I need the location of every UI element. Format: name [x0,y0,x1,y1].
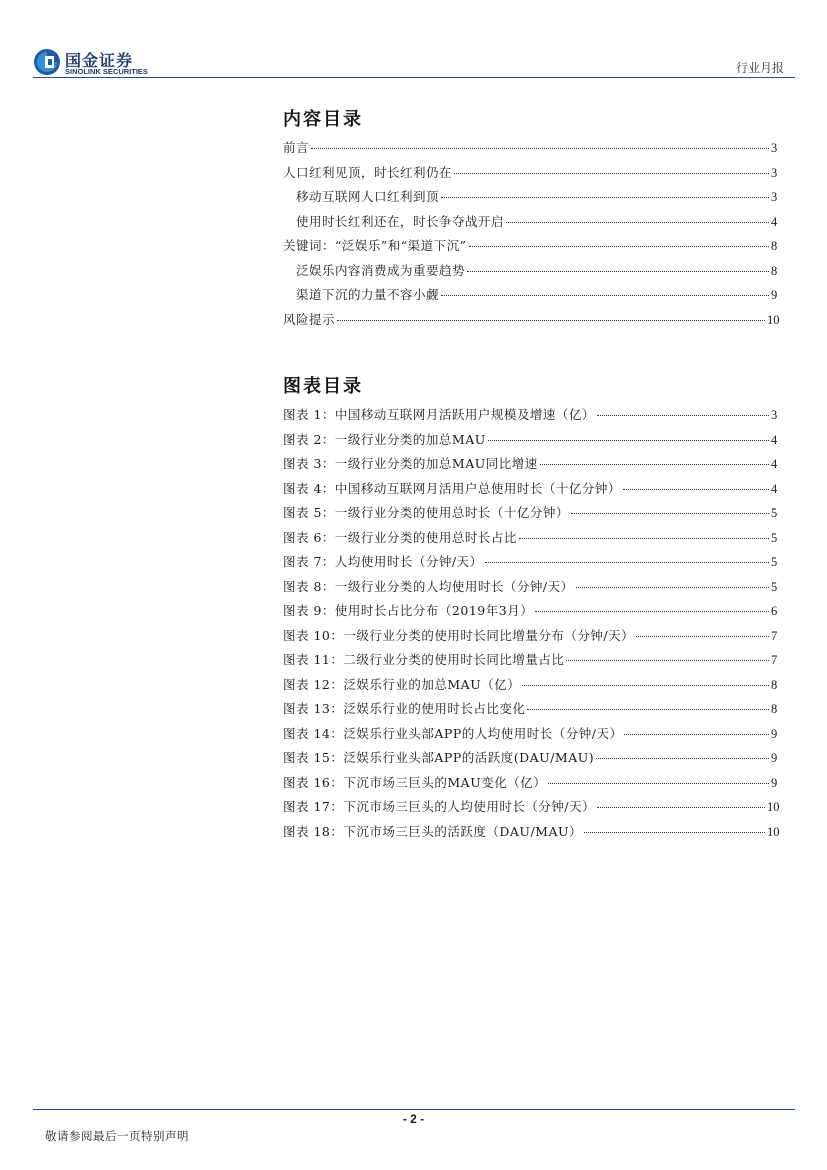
toc-content [283,105,779,846]
leader-dots [576,587,769,588]
figure-entry[interactable] [283,773,779,798]
figure-entry[interactable] [283,675,779,700]
leader-dots [571,513,769,514]
toc-entry-text: 渠道下沉的力量不容小觑 [296,287,440,302]
leader-dots [596,758,769,759]
figure-entry-page: 9 [771,751,778,765]
leader-dots [506,222,769,223]
figure-entry[interactable] [283,650,779,675]
toc-entry-text: 前言 [283,140,310,155]
leader-dots [485,562,769,563]
figure-entry[interactable] [283,699,779,724]
leader-dots [454,173,769,174]
figure-entry-text: 图表 2：一级行业分类的加总MAU [283,431,486,447]
leader-dots [535,611,769,612]
figure-entry-text: 图表 18：下沉市场三巨头的活跃度（DAU/MAU） [283,823,583,839]
logo-english-name: SINOLINK SECURITIES [65,67,148,76]
toc-entry-page: 8 [771,263,778,278]
leader-dots [441,197,769,198]
toc-entry-page: 4 [771,214,778,229]
report-type-label: 行业月报 [735,61,784,75]
figure-entry-page: 10 [767,800,779,814]
figure-entry-page: 5 [771,530,778,545]
sinolink-logo-icon [33,48,61,76]
figure-entry[interactable] [283,724,779,749]
toc-subentry[interactable] [283,187,779,212]
figure-entry-page: 5 [771,555,778,569]
figure-entry-page: 4 [771,432,778,447]
figure-entry-text: 图表 10：一级行业分类的使用时长同比增量分布（分钟/天） [283,627,635,643]
figure-entry-page: 4 [771,457,778,471]
figure-entry[interactable] [283,479,779,504]
figure-entry-text: 图表 13：泛娱乐行业的使用时长占比变化 [283,701,526,716]
toc-entry-text: 关键词：“泛娱乐”和“渠道下沉” [283,238,467,253]
toc-subentry[interactable] [283,261,779,286]
toc-entry-page: 10 [767,312,779,327]
leader-dots [624,734,769,735]
figures-list [283,405,779,846]
toc-entry[interactable] [283,310,779,335]
figure-entry-page: 9 [771,726,778,741]
figure-entry-text: 图表 17：下沉市场三巨头的人均使用时长（分钟/天） [283,799,596,814]
leader-dots [469,246,769,247]
figure-entry[interactable] [283,601,779,626]
toc-subentry[interactable] [283,212,779,237]
figure-entry-text: 图表 12：泛娱乐行业的加总MAU（亿） [283,676,521,692]
disclaimer-note: 敬请参阅最后一页特别声明 [45,1129,189,1143]
leader-dots [337,320,765,321]
figure-entry-text: 图表 4：中国移动互联网月活用户总使用时长（十亿分钟） [283,480,621,496]
figure-entry-page: 5 [771,506,778,520]
toc-subentry[interactable] [283,285,779,310]
figure-entry-text: 图表 16：下沉市场三巨头的MAU变化（亿） [283,774,547,790]
figure-entry[interactable] [283,454,779,479]
leader-dots [597,807,765,808]
figure-entry-text: 图表 8：一级行业分类的人均使用时长（分钟/天） [283,578,574,594]
header-divider [33,77,795,78]
figure-entry[interactable] [283,430,779,455]
leader-dots [636,636,769,637]
company-logo [33,48,163,78]
figures-title: 图表目录 [283,376,363,397]
toc-entry-text: 泛娱乐内容消费成为重要趋势 [296,262,466,278]
toc-entry-text: 使用时长红利还在，时长争夺战开启 [296,213,505,229]
figure-entry-page: 7 [771,628,778,643]
figure-entry-page: 7 [771,653,778,667]
toc-entry-text: 人口红利见顶，时长红利仍在 [283,164,453,180]
contents-title: 内容目录 [283,109,363,130]
figure-entry[interactable] [283,748,779,773]
page-number: - 2 - [402,1112,425,1126]
figure-entry[interactable] [283,577,779,602]
leader-dots [548,783,769,784]
leader-dots [488,440,769,441]
figure-entry-page: 10 [767,824,779,839]
leader-dots [597,415,769,416]
leader-dots [467,271,769,272]
figure-entry-page: 8 [771,702,778,716]
leader-dots [522,685,769,686]
figure-entry-text: 图表 11：二级行业分类的使用时长同比增量占比 [283,652,565,667]
figure-entry[interactable] [283,822,779,847]
figure-entry[interactable] [283,528,779,553]
figure-entry-text: 图表 5：一级行业分类的使用总时长（十亿分钟） [283,505,569,520]
figure-entry-page: 6 [771,604,778,618]
toc-entry-page: 9 [771,288,778,302]
page-header [0,0,827,80]
leader-dots [566,660,769,661]
toc-entry[interactable] [283,138,779,163]
figure-entry-text: 图表 7：人均使用时长（分钟/天） [283,554,483,569]
figure-entry-page: 8 [771,677,778,692]
toc-entry-text: 风险提示 [283,311,336,327]
leader-dots [527,709,769,710]
leader-dots [311,148,769,149]
toc-entry-page: 8 [771,239,778,253]
figure-entry-text: 图表 6：一级行业分类的使用总时长占比 [283,529,517,545]
figure-entry[interactable] [283,405,779,430]
toc-entry-text: 移动互联网人口红利到顶 [296,189,440,204]
figure-entry-page: 4 [771,481,778,496]
toc-entry[interactable] [283,163,779,188]
logo-chinese-name: 国金证券 [65,51,134,70]
toc-entry-page: 3 [771,165,778,180]
leader-dots [441,295,769,296]
footer-divider [33,1109,795,1110]
leader-dots [623,489,769,490]
figure-entry[interactable] [283,503,779,528]
figure-entry[interactable] [283,626,779,651]
toc-entry-page: 3 [771,141,778,155]
figure-entry-text: 图表 3：一级行业分类的加总MAU同比增速 [283,456,538,471]
figure-entry-text: 图表 15：泛娱乐行业头部APP的活跃度(DAU/MAU) [283,750,595,765]
figure-entry-text: 图表 14：泛娱乐行业头部APP的人均使用时长（分钟/天） [283,725,623,741]
toc-entry[interactable] [283,236,779,261]
contents-list [283,138,779,334]
figure-entry-text: 图表 1：中国移动互联网月活跃用户规模及增速（亿） [283,407,595,422]
leader-dots [584,832,765,833]
figure-entry-page: 3 [771,408,778,422]
figure-entry[interactable] [283,797,779,822]
leader-dots [540,464,769,465]
figure-entry-text: 图表 9：使用时长占比分布（2019年3月） [283,603,534,618]
figure-entry[interactable] [283,552,779,577]
toc-entry-page: 3 [771,190,778,204]
figure-entry-page: 9 [771,775,778,790]
figure-entry-page: 5 [771,579,778,594]
leader-dots [519,538,769,539]
